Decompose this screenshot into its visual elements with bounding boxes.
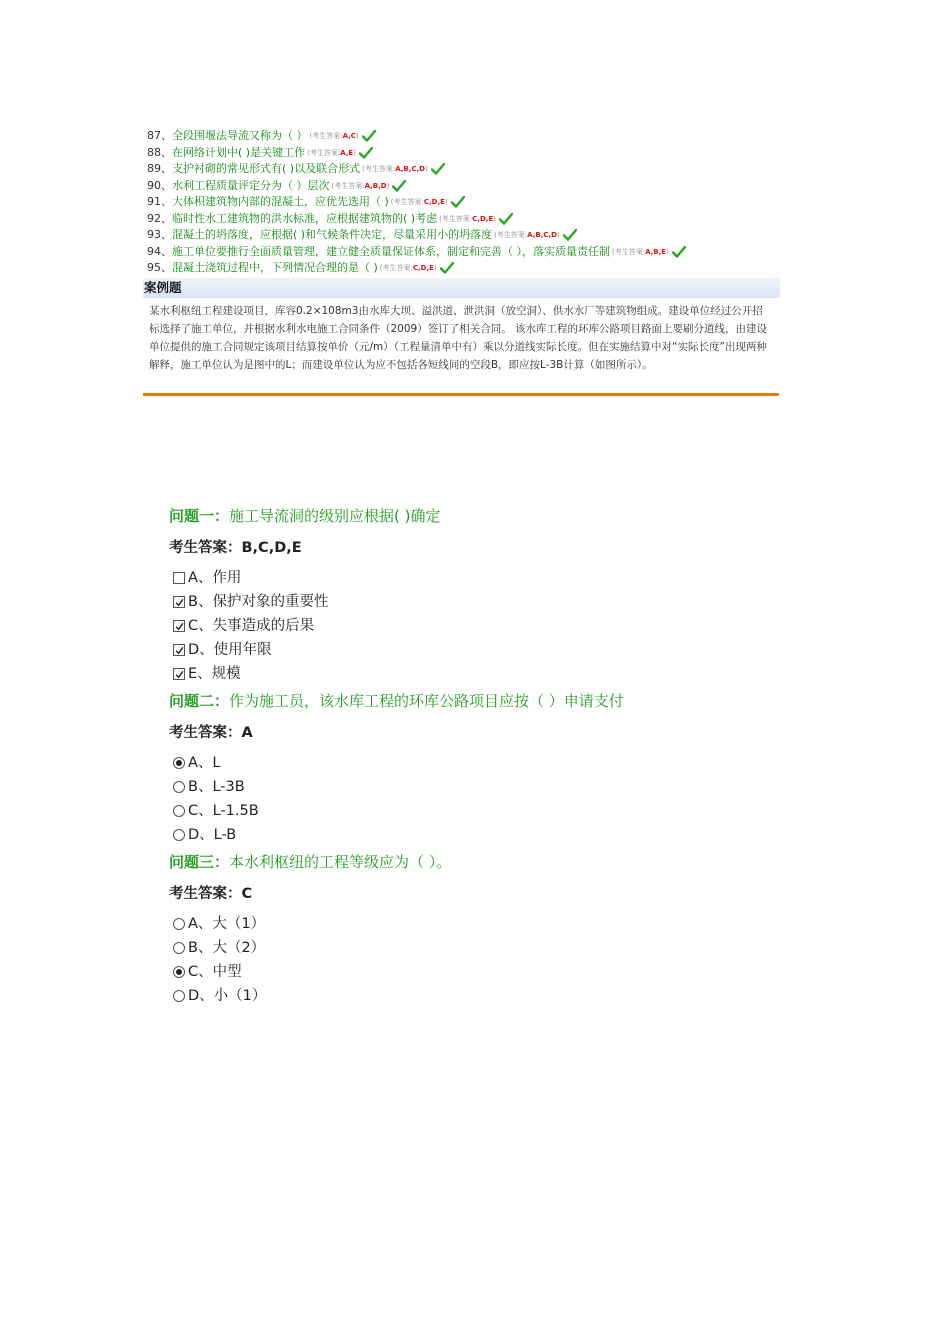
item-number: 87、 [147,129,172,142]
radio-selected[interactable] [173,757,185,769]
question-block-2 [169,690,809,847]
answer-option[interactable] [169,984,809,1008]
item-number: 88、 [147,145,172,159]
item-answer: (考生答案:A,B,D) [331,181,390,190]
item-question-link[interactable]: 全段围堰法导流又称为（ ） [172,129,308,142]
answer-option[interactable] [169,799,809,823]
checkbox-checked[interactable] [173,596,185,608]
item-question-link[interactable]: 在网络计划中( )是关键工作 [172,145,306,159]
option-label: E、规模 [188,666,241,682]
option-label: A、大（1） [188,916,266,932]
answer-option[interactable] [169,638,809,662]
check-mark-icon [499,213,513,225]
item-answer: (考生答案:A,B,C,D) [494,231,560,239]
question-block-3 [169,851,809,1008]
item-number: 89、 [147,162,172,175]
answered-item [147,211,779,228]
item-number: 94、 [147,244,172,258]
answered-item [147,178,779,195]
option-label: D、小（1） [188,988,267,1004]
item-question-link[interactable]: 临时性水工建筑物的洪水标准，应根据建筑物的( )考虑 [172,211,438,225]
question-title: 问题二：作为施工员，该水库工程的环库公路项目应按（ ）申请支付 [169,692,624,710]
item-number: 90、 [147,178,172,192]
case-section-body [143,300,779,396]
answered-item [147,161,779,178]
check-mark-icon [392,180,406,192]
answer-option[interactable] [169,775,809,799]
case-description: 某水利枢纽工程建设项目，库容0.2×108m3由水库大坝、溢洪道、泄洪洞（放空洞）、供水水厂等建筑物组成。建设单位经过公开招标选择了施工单位，并根据水利水电施工合同条件（2009）签订了相关合同。 该水库工程的环库公路项目路面上要刷分道线，由建设单位提供的施工合同规定该项目结算按单价（元/m）（工程量清单中有）乘以分道线实际长度。但在实施结算中对“实际长度”出现两种解释，施工单位认为是图中的L；而建设单位认为应不包括各短线间的空段B，即应按L-3B计算（如图所示）。 [149,305,768,371]
candidate-answer: 考生答案：C [169,886,253,902]
item-number: 93、 [147,228,172,241]
answered-question-list [147,128,779,277]
answer-option[interactable] [169,662,809,686]
item-question-link[interactable]: 混凝土的坍落度，应根据( )和气候条件决定，尽量采用小的坍落度 [172,228,493,241]
option-label: C、中型 [188,964,242,980]
check-mark-icon [451,196,465,208]
answer-option[interactable] [169,590,809,614]
check-mark-icon [431,163,445,175]
answered-item [147,227,779,244]
radio-selected[interactable] [173,966,185,978]
option-label: C、L-1.5B [188,803,259,819]
question-block-1 [169,505,809,686]
item-answer: (考生答案:C,D,E) [379,264,437,272]
option-list [169,751,809,847]
candidate-answer: 考生答案：B,C,D,E [169,540,302,556]
option-label: A、作用 [188,570,242,586]
radio-unselected[interactable] [173,781,185,793]
item-answer: (考生答案:C,D,E) [439,214,496,223]
radio-unselected[interactable] [173,829,185,841]
check-mark-icon [672,246,686,258]
item-number: 95、 [147,261,172,274]
item-number: 91、 [147,195,172,208]
radio-unselected[interactable] [173,805,185,817]
checkbox-unchecked[interactable] [173,572,185,584]
candidate-answer: 考生答案：A [169,725,253,741]
checkbox-checked[interactable] [173,620,185,632]
answered-item [147,128,779,145]
checkbox-checked[interactable] [173,644,185,656]
question-title: 问题三：本水利枢纽的工程等级应为（ ）。 [169,853,452,871]
radio-unselected[interactable] [173,942,185,954]
option-label: D、L-B [188,827,237,843]
radio-unselected[interactable] [173,990,185,1002]
answer-option[interactable] [169,566,809,590]
answer-option[interactable] [169,614,809,638]
question-title: 问题一：施工导流洞的级别应根据( )确定 [169,507,441,525]
check-mark-icon [440,262,454,274]
answer-option[interactable] [169,912,809,936]
case-section-header: 案例题 [143,278,780,298]
option-label: A、L [188,755,221,771]
answered-item [147,145,779,162]
item-answer: (考生答案:A,B,E) [612,247,669,256]
answered-item [147,194,779,211]
item-question-link[interactable]: 施工单位要推行全面质量管理，建立健全质量保证体系，制定和完善（ ），落实质量责任制 [172,244,610,258]
item-answer: (考生答案:A,B,C,D) [362,165,428,173]
option-list [169,912,809,1008]
item-question-link[interactable]: 支护衬砌的常见形式有( )以及联合形式 [172,162,361,175]
item-question-link[interactable]: 大体积建筑物内部的混凝土，应优先选用（ ) [172,195,389,208]
check-mark-icon [362,130,376,142]
option-label: C、失事造成的后果 [188,618,315,634]
option-label: B、大（2） [188,940,266,956]
option-list [169,566,809,686]
item-question-link[interactable]: 混凝土浇筑过程中，下列情况合理的是（ ) [172,261,378,274]
item-number: 92、 [147,211,172,225]
answer-option[interactable] [169,823,809,847]
item-answer: (考生答案:A,E) [307,148,356,157]
check-mark-icon [563,229,577,241]
answer-option[interactable] [169,936,809,960]
answered-item [147,260,779,277]
option-label: B、L-3B [188,779,245,795]
item-question-link[interactable]: 水利工程质量评定分为（ ）层次 [172,178,330,192]
radio-unselected[interactable] [173,918,185,930]
option-label: D、使用年限 [188,642,272,658]
answer-option[interactable] [169,960,809,984]
answer-option[interactable] [169,751,809,775]
option-label: B、保护对象的重要性 [188,594,329,610]
answered-item [147,244,779,261]
item-answer: (考生答案:C,D,E) [390,198,448,206]
item-answer: (考生答案:A,C) [309,132,359,140]
checkbox-checked[interactable] [173,668,185,680]
check-mark-icon [359,147,373,159]
